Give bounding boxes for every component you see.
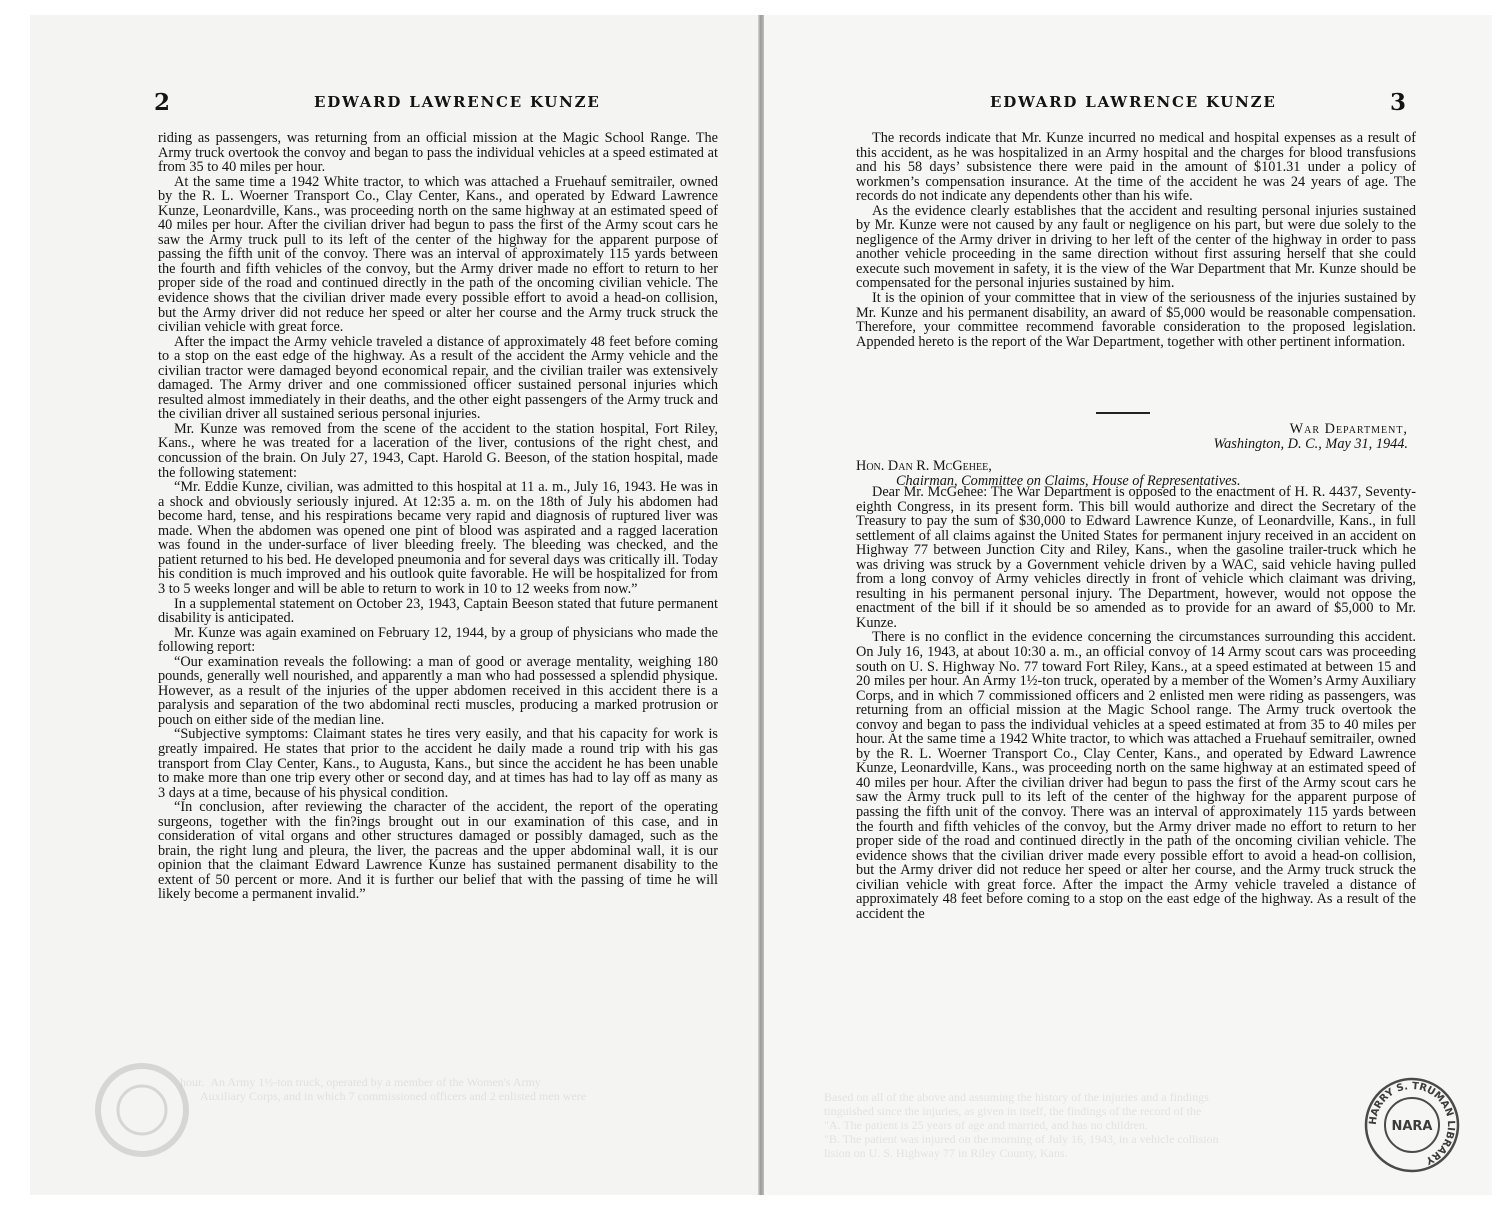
bleed-through-text: Auxiliary Corps, and in which 7 commissioned officers and 2 enlisted men were [200,1089,587,1103]
paragraph: Mr. Kunze was again examined on February 12, 1944, by a group of physicians who made the following report: [158,624,718,656]
quoted-paragraph: “Mr. Eddie Kunze, civilian, was admitted to this hospital at 11 a. m., July 16, 1943. He was in a shock and obviously seriously injured. At 12:35 a. m. on the 18th of July his abdomen had become hard, tense, and his respirations became very rapid and diagnosis of ruptured liver was made. When the abdomen was opened one pint of blood was aspirated and a ragged laceration was found in the under-surface of liver bleeding freely. The bleeding was checked, and the patient returned to his bed. He developed pneumonia and for several days was critically ill. Today his condition is much improved and his outlook quite favorable. He will be hospitalized for from 3 to 5 weeks longer and will be able to return to work in 10 to 12 weeks from now.” [158,479,718,597]
letter-addressee-title: Chairman, Committee on Claims, House of Representatives. [896,472,1241,489]
stamp-bleed-through-icon [92,1060,192,1160]
archive-stamp [1362,1075,1462,1175]
bleed-through-text: "B. The patient was injured on the morning of July 16, 1943, in a vehicle collision [824,1132,1219,1146]
right-page [764,15,1492,1195]
running-header: EDWARD LAWRENCE KUNZE [314,93,601,111]
paragraph: It is the opinion of your committee that in view of the seriousness of the injuries sustained by Mr. Kunze and his permanent disability, an award of $5,000 would be reasonable compensation. Therefore, your committee recommend favorable consideration to the proposed legislation. Appended hereto is the report of the War Department, together with other pertinent information. [856,290,1416,350]
letter-addressee: Hon. Dan R. McGehee, [856,458,992,475]
paragraph: Dear Mr. McGehee: The War Department is opposed to the enactment of H. R. 4437, Seventy-eighth Congress, in its present form. This bill would authorize and direct the Secretary of the Treasury to pay the sum of $30,000 to Edward Lawrence Kunze, of Leonardville, Kans., in full settlement of all claims against the United States for permanent injury received in an accident on Highway 77 between Junction City and Riley, Kans., when the gasoline trailer-truck which he was driving was struck by a Government vehicle driven by a WAC, said vehicle having pulled from a long convoy of Army vehicles directly in front of vehicle which claimant was driving, resulting in his permanent personal injury. The Department, however, would not oppose the enactment of the bill if it should be so amended as to provide for an award of $5,000 to Mr. Kunze. [856,484,1416,631]
paragraph: Mr. Kunze was removed from the scene of the accident to the station hospital, Fort Riley, Kans., where he was treated for a laceration of the liver, contusions of the right chest, and concussion of the brain. On July 27, 1943, Capt. Harold G. Beeson, of the station hospital, made the following statement: [158,420,718,481]
paragraph: There is no conflict in the evidence concerning the circumstances surrounding this accident. On July 16, 1943, at about 10:30 a. m., an official convoy of 14 Army scout cars was proceeding south on U. S. Highway No. 77 toward Fort Riley, Kans., at a speed estimated at between 15 and 20 miles per hour. An Army 1½-ton truck, operated by a member of the Women’s Army Auxiliary Corps, and in which 7 commissioned officers and 2 enlisted men were riding as passengers, was returning from an official mission at the Magic School range. The Army truck overtook the convoy and began to pass the individual vehicles at a speed estimated at from 35 to 40 miles per hour. At the same time a 1942 White tractor, to which was attached a Fruehauf semitrailer, owned by the R. L. Woerner Transport Co., Clay Center, Kans., and operated by Edward Lawrence Kunze, Leonardville, Kans., was proceeding north on the same highway at an estimated speed of 40 miles per hour. After the civilian driver had begun to pass the first of the Army scout cars he saw the Army truck pull to its left of the center of the highway for the apparent purpose of passing the fifth unit of the convoy. There was an interval of approximately 115 yards between the fourth and fifth vehicles of the convoy, but the Army driver made no effort to return to her proper side of the road and continued directly in the path of the oncoming civilian vehicle. The evidence shows that the civilian driver made every possible effort to avoid a head-on collision, but the Army driver did not reduce her speed or alter her course, and the Army truck struck the civilian vehicle with great force. After the impact the Army vehicle traveled a distance of approximately 48 feet before coming to a stop on the east edge of the highway. As a result of the accident the [856,629,1416,922]
svg-text:NARA: NARA [1391,1119,1433,1134]
paragraph: After the impact the Army vehicle traveled a distance of approximately 48 feet before coming to a stop on the east edge of the highway. As a result of the accident the Army vehicle and the civilian tractor were damaged beyond economical repair, and the civilian trailer was extensively damaged. The Army driver and one commissioned officer sustained personal injuries which resulted almost immediately in their deaths, and the other eight passengers of the Army truck and the civilian driver all sustained serious personal injuries. [158,333,718,423]
quoted-paragraph: “Our examination reveals the following: a man of good or average mentality, weighing 180 pounds, generally well nourished, and apparently a man who had possessed a splendid physique. However, as a result of the injuries of the upper abdomen received in this accident there is a paralysis and separation of the two abdominal recti muscles, producing a marked protrusion or pouch on either side of the median line. [158,653,718,728]
paragraph: The records indicate that Mr. Kunze incurred no medical and hospital expenses as a result of this accident, as he was hospitalized in an Army hospital and the charges for blood transfusions and his 58 days’ subsistence there were paid in the amount of $101.31 under a policy of workmen’s compensation insurance. At the time of the accident he was 24 years of age. The records do not indicate any dependents other than his wife. [856,130,1416,205]
body-text [856,131,1416,349]
paragraph: In a supplemental statement on October 23, 1943, Captain Beeson stated that future permanent disability is anticipated. [158,595,718,627]
bleed-through-text: tinguished since the injuries, as given in itself, the findings of the record of the [824,1104,1202,1118]
quoted-paragraph: “Subjective symptoms: Claimant states he tires very easily, and that his capacity for work is greatly impaired. He states that prior to the accident he daily made a round trip with his gas transport from Clay Center, Kans., to Augusta, Kans., but since the accident he has been unable to make more than one trip every other or second day, and at times has had to lay off as many as 3 days at a time, because of his physical condition. [158,726,718,801]
paragraph: As the evidence clearly establishes that the accident and resulting personal injuries sustained by Mr. Kunze were not caused by any fault or negligence on his part, but were due solely to the negligence of the Army driver in driving to her left of the center of the highway in order to pass another vehicle proceeding in the same direction without first assuring herself that she could execute such movement in safety, it is the view of the War Department that Mr. Kunze should be compensated for the personal injuries sustained by him. [856,202,1416,292]
left-page [30,15,758,1195]
letter-date: Washington, D. C., May 31, 1944. [1213,435,1408,452]
stamp-text: HARRY S. TRUMAN LIBRARY [1367,1080,1457,1166]
letter-heading [856,422,1416,488]
page-number: 2 [154,89,171,116]
document-spread [30,15,1492,1195]
bleed-through-text: lision on U. S. Highway 77 in Riley County, Kans. [824,1146,1068,1160]
bleed-through-text: Based on all of the above and assuming the history of the injuries and a findings [824,1090,1209,1104]
letter-sender: War Department, [1289,421,1408,437]
bleed-through-text: hour. An Army 1½-ton truck, operated by a member of the Women's Army [180,1075,541,1089]
body-text [158,131,718,902]
quoted-paragraph: “In conclusion, after reviewing the character of the accident, the report of the operating surgeons, together with the fin?ings brought out in our examination of this case, and in consideration of vital organs and other structures damaged or possibly damaged, such as the brain, the right lung and pleura, the liver, the pacreas and the upper abdominal wall, it is our opinion that the claimant Edward Lawrence Kunze has sustained permanent disability to the extent of 50 percent or more. And it is further our belief that with the passing of time he will likely become a permanent invalid.” [158,799,718,903]
running-header: EDWARD LAWRENCE KUNZE [990,93,1277,111]
paragraph: At the same time a 1942 White tractor, to which was attached a Fruehauf semitrailer, owned by the R. L. Woerner Transport Co., Clay Center, Kans., and operated by Edward Lawrence Kunze, Leonardville, Kans., was proceeding north on the same highway at an estimated speed of 40 miles per hour. After the civilian driver had begun to pass the first of the Army scout cars he saw the Army truck pull to its left of the center of the highway for the apparent purpose of passing the fifth unit of the convoy. There was an interval of approximately 115 yards between the fourth and fifth vehicles of the convoy, but the Army driver made no effort to return to her proper side of the road and continued directly in the path of the oncoming civilian vehicle. The evidence shows that the civilian driver made every possible effort to avoid a head-on collision, but the Army driver did not reduce her speed or alter her course and the Army truck struck the civilian vehicle with great force. [158,173,718,336]
letter-body [856,485,1416,921]
paragraph: riding as passengers, was returning from an official mission at the Magic School Range. The Army truck overtook the convoy and began to pass the individual vehicles at a speed estimated at from 35 to 40 miles per hour. [158,130,718,176]
bleed-through-text: "A. The patient is 25 years of age and married, and has no children. [824,1118,1148,1132]
section-divider [1096,412,1150,414]
page-number: 3 [1390,89,1407,116]
